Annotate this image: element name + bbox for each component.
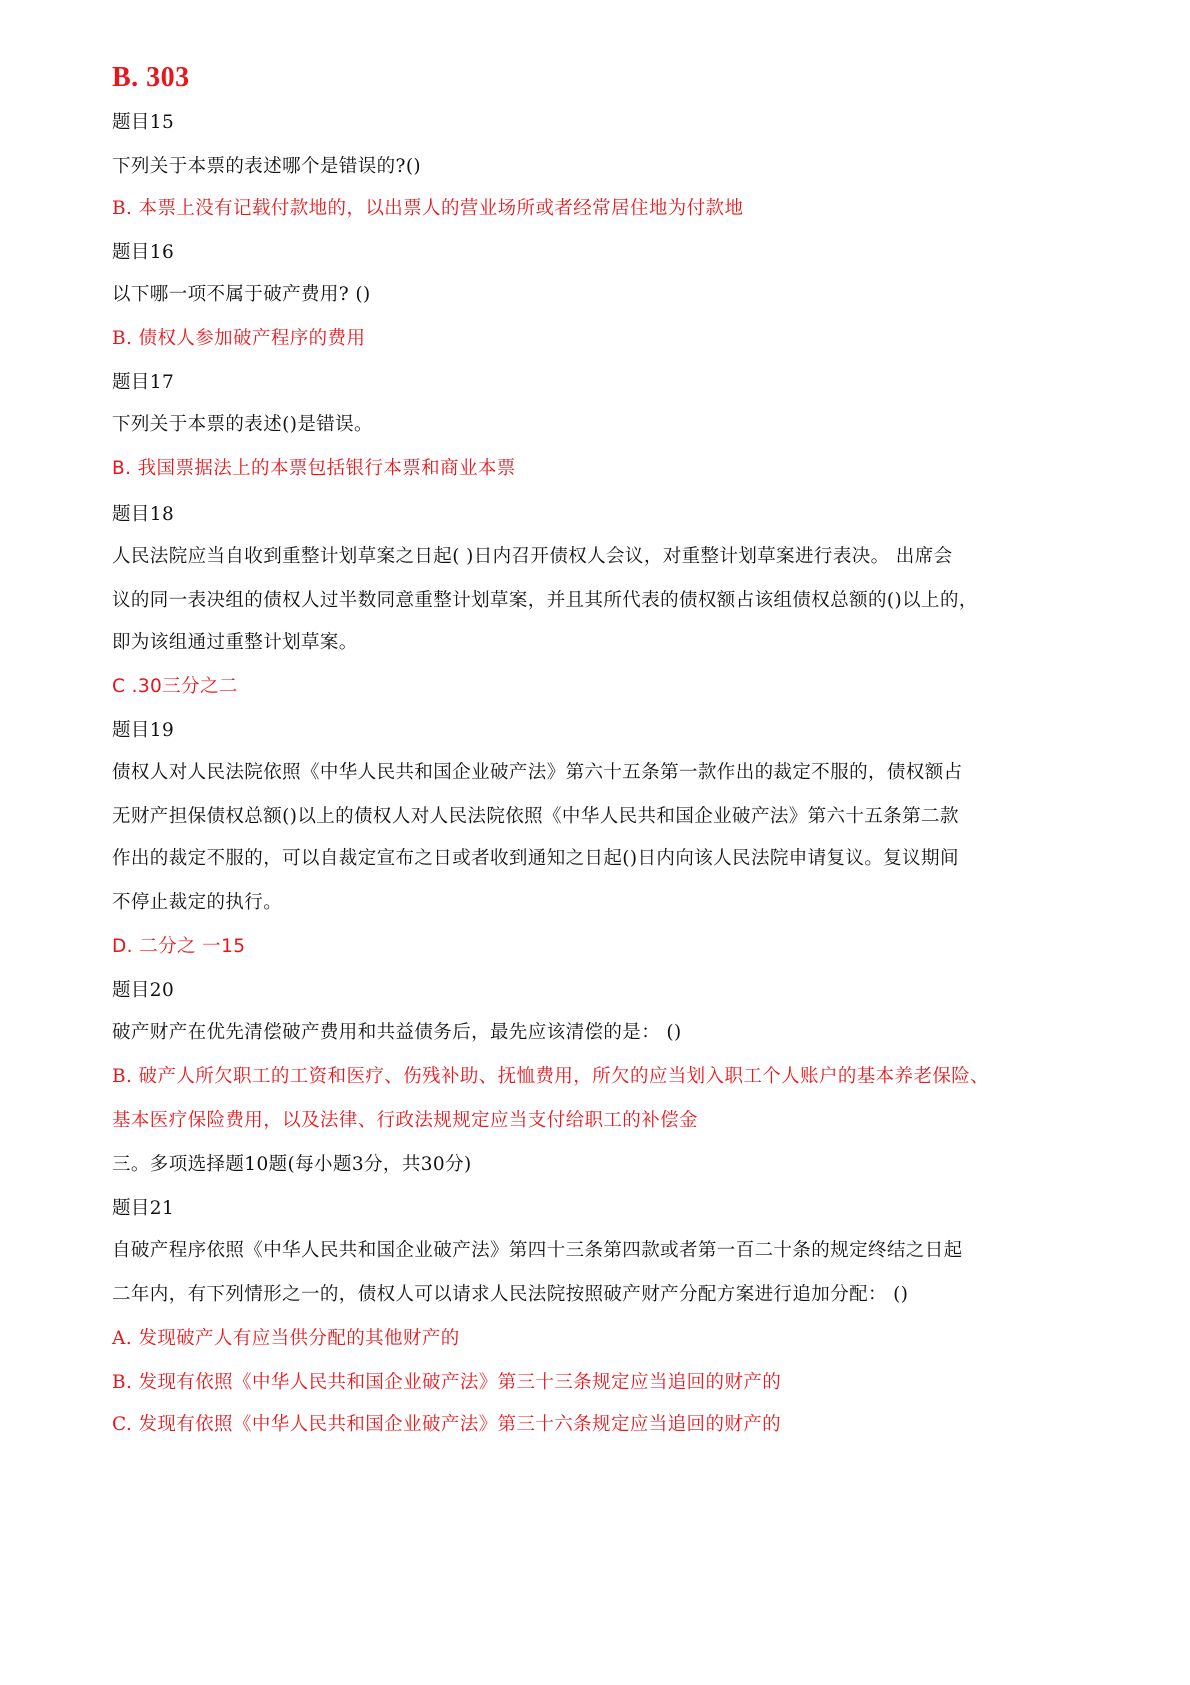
question-19-text-line: 债权人对人民法院依照《中华人民共和国企业破产法》第六十五条第一款作出的裁定不服的，债权额占 — [112, 762, 963, 783]
question-16-label: 题目16 — [112, 242, 175, 263]
question-19-answer: D. 二分之 一15 — [112, 936, 246, 957]
question-19-text-line: 无财产担保债权总额()以上的债权人对人民法院依照《中华人民共和国企业破产法》第六十五条第二款 — [112, 806, 959, 827]
question-18-answer: C .30三分之二 — [112, 676, 238, 697]
question-17-text: 下列关于本票的表述()是错误。 — [112, 414, 373, 435]
question-19-text-line: 不停止裁定的执行。 — [112, 892, 283, 913]
question-21-answer: B. 发现有依照《中华人民共和国企业破产法》第三十三条规定应当追回的财产的 — [112, 1372, 782, 1393]
section-heading: 三。多项选择题10题(每小题3分，共30分) — [112, 1154, 472, 1175]
question-20-label: 题目20 — [112, 980, 175, 1001]
question-17-label: 题目17 — [112, 372, 175, 393]
question-20-text: 破产财产在优先清偿破产费用和共益债务后，最先应该清偿的是： () — [112, 1022, 682, 1043]
question-21-text-line: 自破产程序依照《中华人民共和国企业破产法》第四十三条第四款或者第一百二十条的规定终结之日起 — [112, 1240, 963, 1261]
question-21-text-line: 二年内，有下列情形之一的，债权人可以请求人民法院按照破产财产分配方案进行追加分配： () — [112, 1284, 909, 1305]
question-18-text-line: 即为该组通过重整计划草案。 — [112, 632, 358, 653]
question-16-text: 以下哪一项不属于破产费用? () — [112, 284, 371, 305]
question-15-label: 题目15 — [112, 112, 175, 133]
question-18-text-line: 议的同一表决组的债权人过半数同意重整计划草案，并且其所代表的债权额占该组债权总额的()以上的， — [112, 590, 978, 611]
question-20-answer-line: B. 破产人所欠职工的工资和医疗、伤残补助、抚恤费用，所欠的应当划入职工个人账户的基本养老保险、 — [112, 1066, 990, 1087]
question-15-text: 下列关于本票的表述哪个是错误的?() — [112, 156, 422, 177]
question-18-text-line: 人民法院应当自收到重整计划草案之日起( )日内召开债权人会议，对重整计划草案进行表决。 出席会 — [112, 546, 953, 567]
question-19-text-line: 作出的裁定不服的，可以自裁定宣布之日或者收到通知之日起()日内向该人民法院申请复议。复议期间 — [112, 848, 959, 869]
question-21-answer: A. 发现破产人有应当供分配的其他财产的 — [112, 1328, 460, 1349]
question-21-answer: C. 发现有依照《中华人民共和国企业破产法》第三十六条规定应当追回的财产的 — [112, 1414, 782, 1435]
question-18-label: 题目18 — [112, 504, 175, 525]
question-21-label: 题目21 — [112, 1198, 175, 1219]
question-19-label: 题目19 — [112, 720, 175, 741]
question-17-answer: B. 我国票据法上的本票包括银行本票和商业本票 — [112, 458, 516, 479]
answer-14: B. 303 — [112, 62, 190, 93]
question-20-answer-line: 基本医疗保险费用，以及法律、行政法规规定应当支付给职工的补偿金 — [112, 1110, 698, 1131]
question-15-answer: B. 本票上没有记载付款地的，以出票人的营业场所或者经常居住地为付款地 — [112, 198, 744, 219]
question-16-answer: B. 债权人参加破产程序的费用 — [112, 328, 366, 349]
